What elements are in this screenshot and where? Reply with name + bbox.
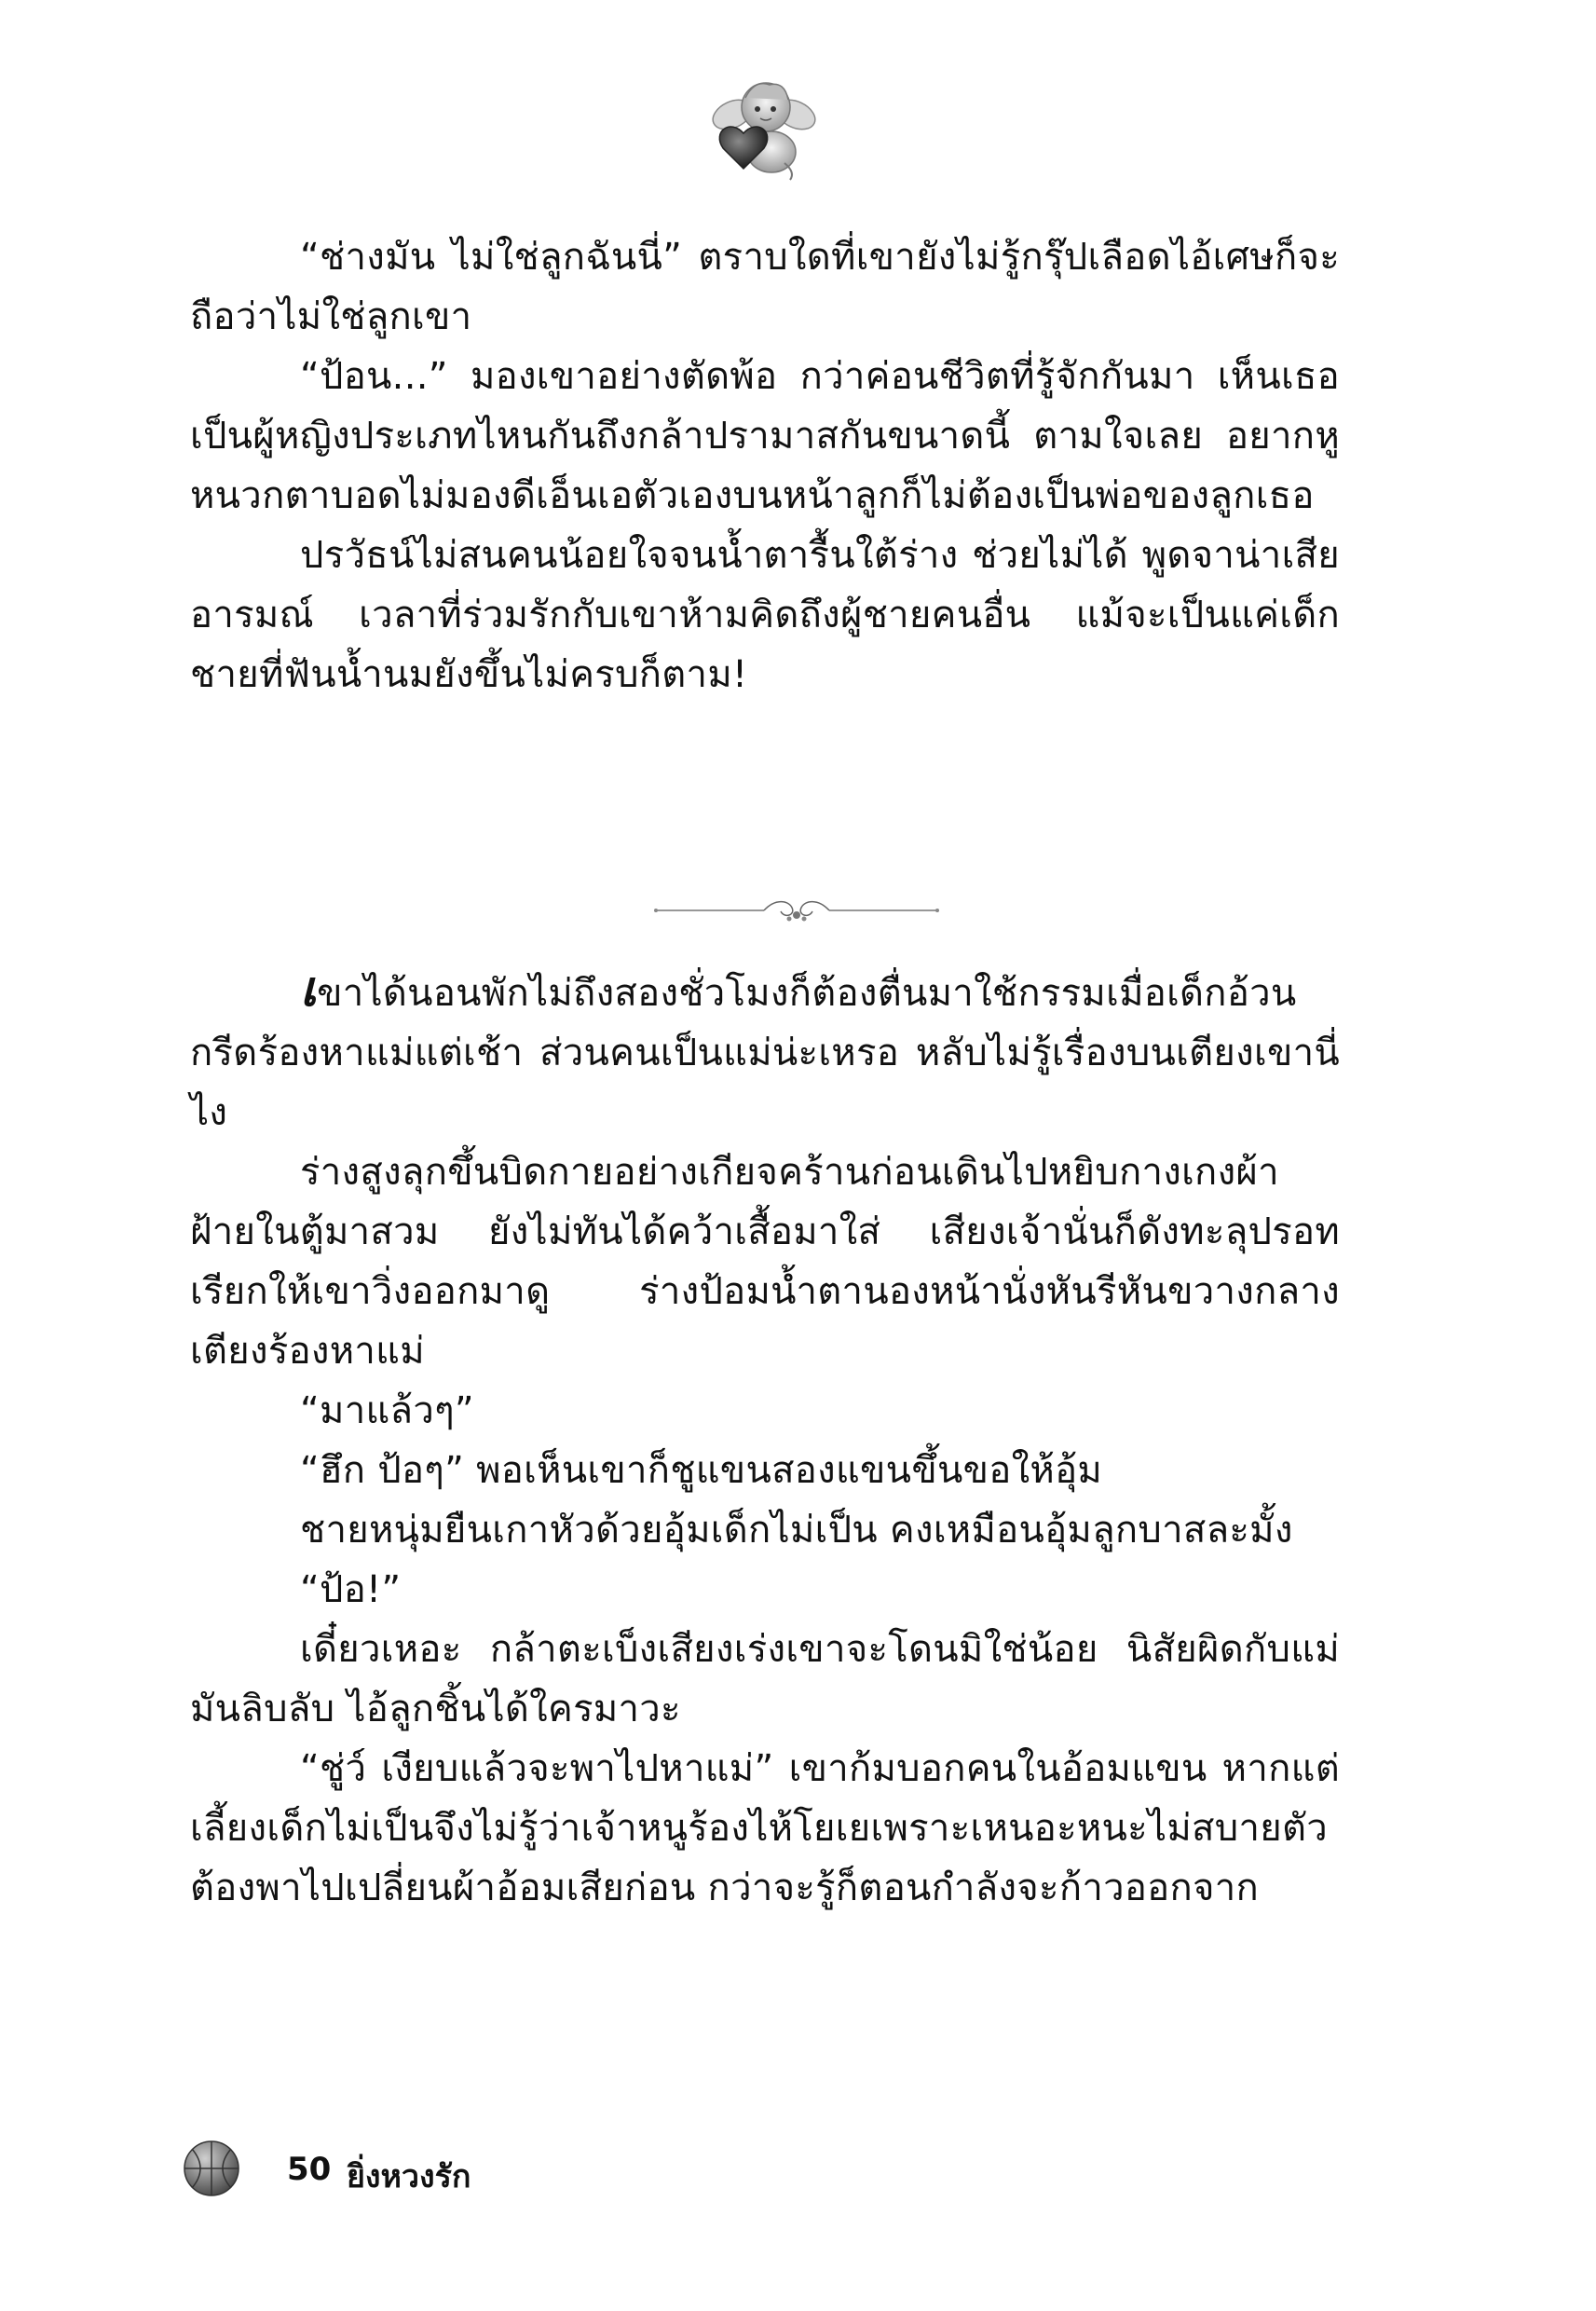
paragraph: ชายหนุ่มยืนเกาหัวด้วยอุ้มเด็กไม่เป็น คงเหมือนอุ้มลูกบาสละมั้ง	[300, 1509, 1293, 1552]
paragraph: “ป้อน...” มองเขาอย่างตัดพ้อ กว่าค่อนชีวิตที่รู้จักกันมา เห็นเธอเป็นผู้หญิงประเภทไหนกันถึงกล้าปรามาสกันขนาดนี้ ตามใจเลย อยากหูหนวกตาบอดไม่มองดีเอ็นเอตัวเองบนหน้าลูกก็ไม่ต้องเป็นพ่อของลูกเธอ	[190, 355, 1340, 517]
text-block-bottom	[190, 960, 1340, 1918]
paragraph: “ชู่ว์ เงียบแล้วจะพาไปหาแม่” เขาก้มบอกคนในอ้อมแขน หากแต่เลี้ยงเด็กไม่เป็นจึงไม่รู้ว่าเจ้าหนูร้องไห้โยเยเพราะเหนอะหนะไม่สบายตัวต้องพาไปเปลี่ยนผ้าอ้อมเสียก่อน กว่าจะรู้ก็ตอนกำลังจะก้าวออกจาก	[190, 1747, 1340, 1909]
page-footer	[183, 2140, 648, 2205]
paragraph: ปรวัธน์ไม่สนคนน้อยใจจนน้ำตารื้นใต้ร่าง ช่วยไม่ได้ พูดจาน่าเสียอารมณ์ เวลาที่ร่วมรักกับเขาห้ามคิดถึงผู้ชายคนอื่น แม้จะเป็นแค่เด็กชายที่ฟันน้ำนมยังขึ้นไม่ครบก็ตาม!	[190, 534, 1340, 696]
drop-cap: เ	[300, 962, 318, 1018]
page-number: 50	[287, 2151, 332, 2188]
book-title: ยิ่งหวงรัก	[347, 2158, 471, 2195]
paragraph: “ฮึก ป้อๆ” พอเห็นเขาก็ชูแขนสองแขนขึ้นขอให้อุ้ม	[300, 1449, 1103, 1492]
cupid-with-heart-icon	[699, 70, 829, 186]
ornamental-divider-icon	[652, 895, 941, 926]
paragraph	[190, 960, 1340, 1142]
paragraph: ร่างสูงลุกขึ้นบิดกายอย่างเกียจคร้านก่อนเดินไปหยิบกางเกงผ้าฝ้ายในตู้มาสวม ยังไม่ทันได้คว้าเสื้อมาใส่ เสียงเจ้านั่นก็ดังทะลุปรอทเรียกให้เขาวิ่งออกมาดู ร่างป้อมน้ำตานองหน้านั่งหันรีหันขวางกลางเตียงร้องหาแม่	[190, 1151, 1340, 1373]
text-block-top	[190, 227, 1340, 704]
paragraph: “มาแล้วๆ”	[300, 1389, 474, 1432]
paragraph: “ช่างมัน ไม่ใช่ลูกฉันนี่” ตราบใดที่เขายังไม่รู้กรุ๊ปเลือดไอ้เศษก็จะถือว่าไม่ใช่ลูกเขา	[190, 236, 1340, 338]
paragraph: “ป้อ!”	[300, 1568, 402, 1611]
basketball-icon	[183, 2140, 240, 2197]
paragraph: เดี๋ยวเหอะ กล้าตะเบ็งเสียงเร่งเขาจะโดนมิใช่น้อย นิสัยผิดกับแม่มันลิบลับ ไอ้ลูกชิ้นได้ใครมาวะ	[190, 1628, 1340, 1730]
paragraph-text: ขาได้นอนพักไม่ถึงสองชั่วโมงก็ต้องตื่นมาใช้กรรมเมื่อเด็กอ้วนกรีดร้องหาแม่แต่เช้า ส่วนคนเป็นแม่น่ะเหรอ หลับไม่รู้เรื่องบนเตียงเขานี่ไง	[190, 972, 1340, 1134]
